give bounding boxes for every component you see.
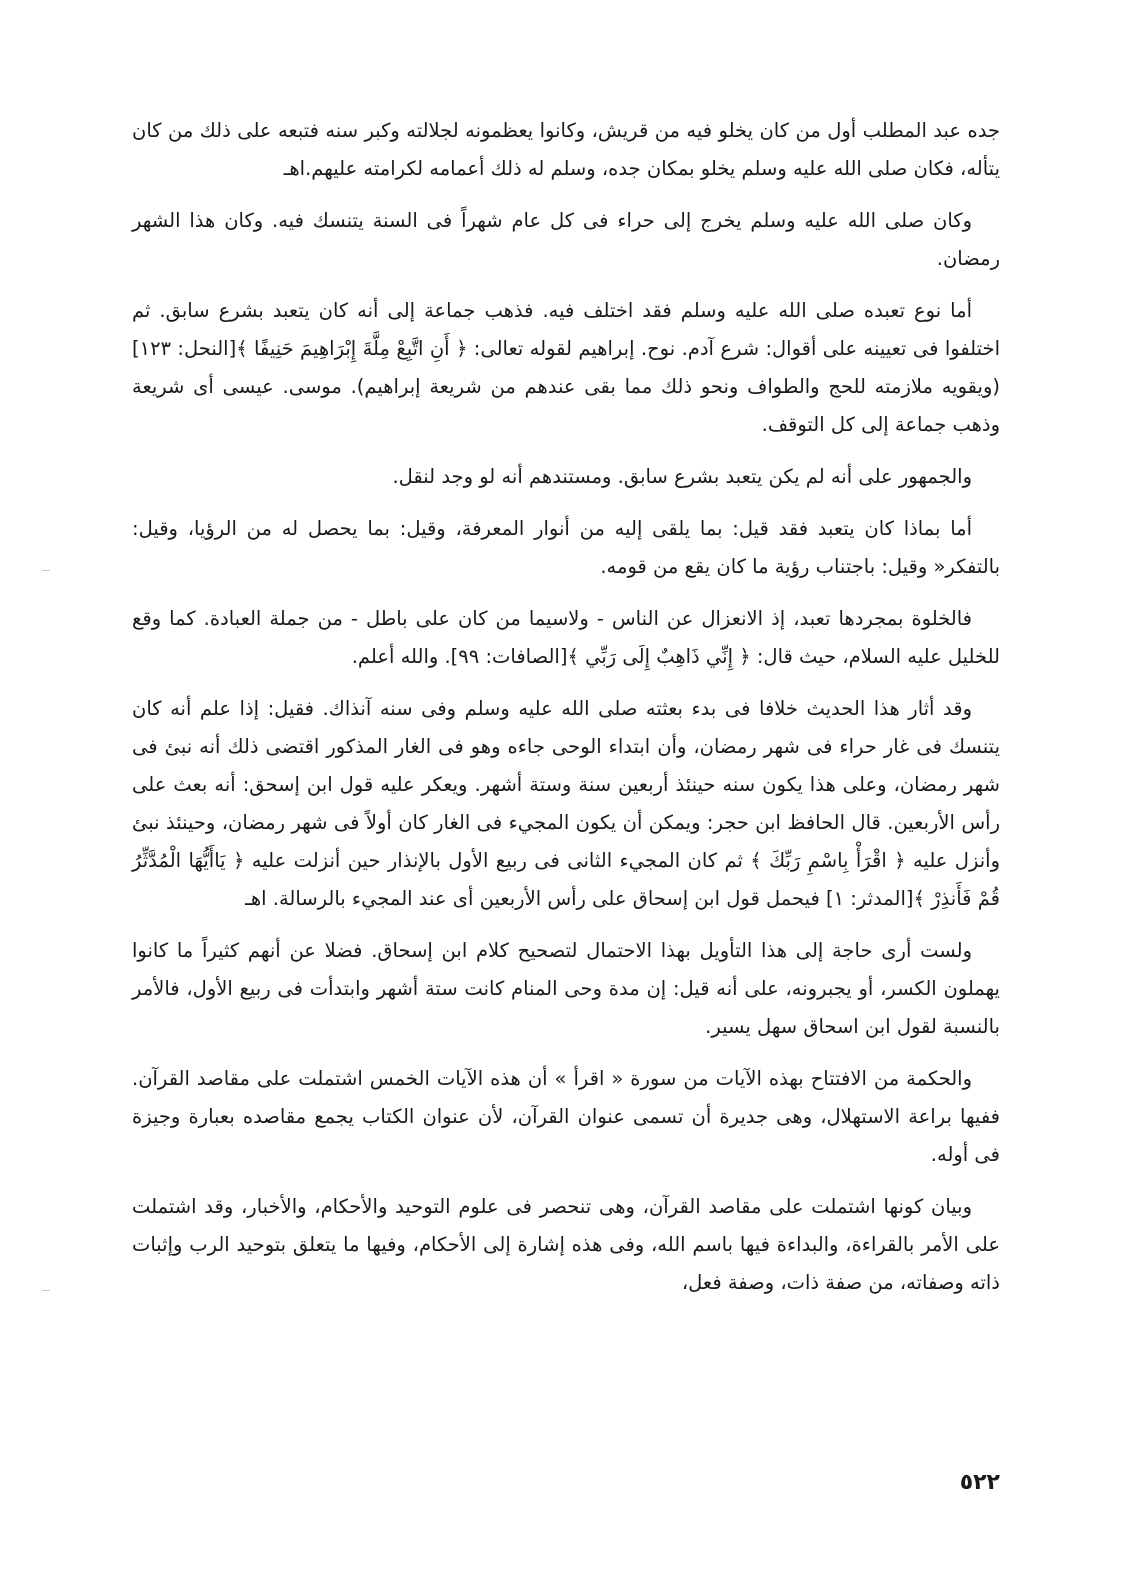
paragraph-6: فالخلوة بمجردها تعبد، إذ الانعزال عن الناس - ولاسيما من كان على باطل - من جملة العبادة. كما وقع للخليل عليه السلام، حيث قال: ﴿ إِنِّي ذَاهِبٌ إِلَى رَبِّي ﴾[الصافات: ٩٩]. والله أعلم. [132, 607, 1000, 668]
margin-mark [42, 1290, 50, 1291]
paragraph-3: أما نوع تعبده صلى الله عليه وسلم فقد اختلف فيه. فذهب جماعة إلى أنه كان يتعبد بشرع سابق. ثم اختلفوا فى تعيينه على أقوال: شرع آدم. نوح. إبراهيم لقوله تعالى: ﴿ أَنِ اتَّبِعْ مِلَّةَ إِبْرَاهِيمَ حَنِيفًا ﴾[النحل: ١٢٣] (ويقويه ملازمته للحج والطواف ونحو ذلك مما بقى عندهم من شريعة إبراهيم). موسى. عيسى أى شريعة وذهب جماعة إلى كل التوقف. [132, 299, 1000, 436]
paragraph-2: وكان صلى الله عليه وسلم يخرج إلى حراء فى كل عام شهراً فى السنة يتنسك فيه. وكان هذا الشهر رمضان. [132, 209, 1000, 270]
paragraph-5: أما بماذا كان يتعبد فقد قيل: بما يلقى إليه من أنوار المعرفة، وقيل: بما يحصل له من الرؤيا، وقيل: بالتفكر« وقيل: باجتناب رؤية ما كان يقع من قومه. [132, 517, 1000, 578]
page-number: ٥٢٢ [959, 1470, 1000, 1495]
paragraph-7: وقد أثار هذا الحديث خلافا فى بدء بعثته صلى الله عليه وسلم وفى سنه آنذاك. فقيل: إذا علم أنه كان يتنسك فى غار حراء فى شهر رمضان، وأن ابتداء الوحى جاءه وهو فى الغار المذكور اقتضى ذلك أنه نبئ فى شهر رمضان، وعلى هذا يكون سنه حينئذ أربعين سنة وستة أشهر. ويعكر عليه قول ابن إسحق: أنه بعث على رأس الأربعين. قال الحافظ ابن حجر: ويمكن أن يكون المجيء فى الغار كان أولاً فى شهر رمضان، وحينئذ نبئ وأنزل عليه ﴿ اقْرَأْ بِاسْمِ رَبِّكَ ﴾ ثم كان المجيء الثانى فى ربيع الأول بالإنذار حين أنزلت عليه ﴿ يَاأَيُّهَا الْمُدَّثِّرُ قُمْ فَأَنذِرْ ﴾[المدثر: ١] فيحمل قول ابن إسحاق على رأس الأربعين أى عند المجيء بالرسالة. اهـ [132, 697, 1000, 910]
paragraph-1: جده عبد المطلب أول من كان يخلو فيه من قريش، وكانوا يعظمونه لجلالته وكبر سنه فتبعه على ذلك من كان يتأله، فكان صلى الله عليه وسلم يخلو بمكان جده، وسلم له ذلك أعمامه لكرامته عليهم.اهـ [132, 119, 1000, 180]
paragraph-8: ولست أرى حاجة إلى هذا التأويل بهذا الاحتمال لتصحيح كلام ابن إسحاق. فضلا عن أنهم كثيراً ما كانوا يهملون الكسر، أو يجبرونه، على أنه قيل: إن مدة وحى المنام كانت ستة أشهر وابتدأت فى ربيع الأول، فالأمر بالنسبة لقول ابن اسحاق سهل يسير. [132, 939, 1000, 1038]
body-text [132, 112, 1000, 1316]
paragraph-9: والحكمة من الافتتاح بهذه الآيات من سورة « اقرأ » أن هذه الآيات الخمس اشتملت على مقاصد القرآن. ففيها براعة الاستهلال، وهى جديرة أن تسمى عنوان القرآن، لأن عنوان الكتاب يجمع مقاصده بعبارة وجيزة فى أوله. [132, 1067, 1000, 1166]
paragraph-4: والجمهور على أنه لم يكن يتعبد بشرع سابق. ومستندهم أنه لو وجد لنقل. [392, 465, 972, 488]
margin-mark [42, 570, 50, 571]
paragraph-10: وبيان كونها اشتملت على مقاصد القرآن، وهى تنحصر فى علوم التوحيد والأحكام، والأخبار، وقد اشتملت على الأمر بالقراءة، والبداءة فيها باسم الله، وفى هذه إشارة إلى الأحكام، وفيها ما يتعلق بتوحيد الرب وإثبات ذاته وصفاته، من صفة ذات، وصفة فعل، [132, 1195, 1000, 1294]
